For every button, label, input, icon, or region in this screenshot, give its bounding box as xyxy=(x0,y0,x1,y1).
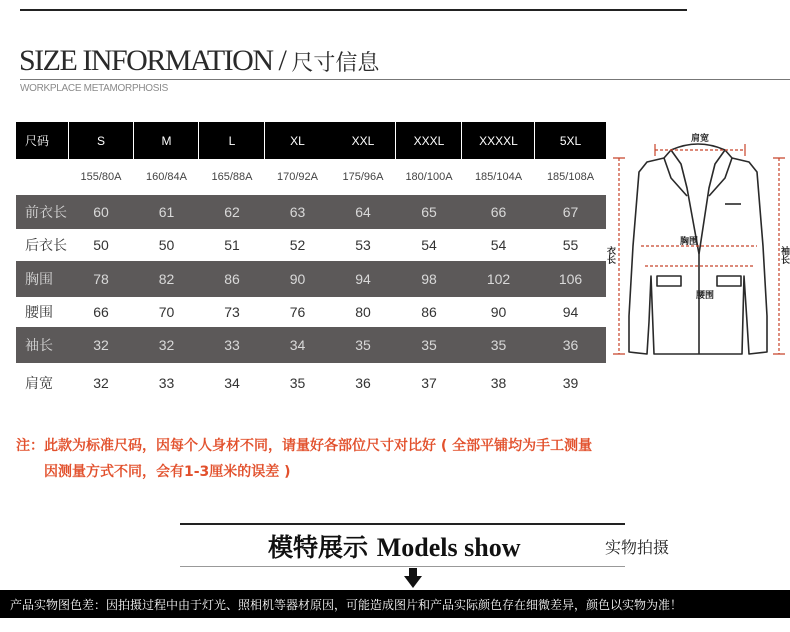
row-label: 肩宽 xyxy=(25,375,53,391)
color-disclaimer: 产品实物图色差：因拍摄过程中由于灯光、照相机等器材原因，可能造成图片和产品实际颜色存在细微差异，颜色以实物为准！ xyxy=(0,590,790,618)
size-cell: 90 xyxy=(490,304,507,320)
real-shot-label: 实物拍摄 xyxy=(605,538,670,557)
size-cell: S xyxy=(96,133,105,148)
title-separator: / xyxy=(272,44,292,77)
models-top-rule xyxy=(180,523,625,525)
collar-back xyxy=(671,144,725,150)
down-arrow-icon xyxy=(403,566,423,590)
size-cell: 102 xyxy=(486,271,511,287)
size-cell: 36 xyxy=(562,337,579,353)
page-title xyxy=(19,44,379,78)
size-cell: 80 xyxy=(355,304,371,320)
size-cell: 90 xyxy=(289,271,306,287)
size-cell: 54 xyxy=(490,237,507,253)
size-cell: 73 xyxy=(224,304,240,320)
size-note xyxy=(16,433,592,485)
size-cell: 52 xyxy=(289,237,306,253)
size-cell: 106 xyxy=(558,271,583,287)
size-cell: 94 xyxy=(355,271,371,287)
size-cell: 170/92A xyxy=(277,171,318,183)
measure-row xyxy=(16,229,606,261)
top-rule xyxy=(20,9,687,11)
title-underline xyxy=(20,79,790,80)
measure-row xyxy=(16,327,606,363)
row-label xyxy=(16,159,68,195)
row-label: 后衣长 xyxy=(25,237,67,253)
row-label: 腰围 xyxy=(25,304,53,320)
size-cell: 32 xyxy=(158,337,175,353)
size-cell: 63 xyxy=(289,204,306,220)
size-cell: 35 xyxy=(421,337,437,353)
row-label: 胸围 xyxy=(25,271,53,287)
size-cell: 55 xyxy=(562,237,579,253)
models-title xyxy=(268,528,520,564)
size-cell: 36 xyxy=(355,375,371,391)
size-header-row xyxy=(16,122,606,159)
right-pocket xyxy=(717,276,741,286)
size-cell: 35 xyxy=(490,337,507,353)
row-label: 前衣长 xyxy=(25,204,67,220)
left-pocket xyxy=(657,276,681,286)
size-cell: XL xyxy=(290,133,305,148)
size-cell: L xyxy=(228,133,236,148)
size-cell: 54 xyxy=(421,237,437,253)
size-cell: 67 xyxy=(562,204,579,220)
size-cell: XXXXL xyxy=(479,133,518,148)
size-cell: 175/96A xyxy=(342,171,384,183)
size-cell: 34 xyxy=(289,337,306,353)
size-cell: 165/88A xyxy=(211,171,253,183)
size-cell: 66 xyxy=(93,304,109,320)
size-cell: XXXL xyxy=(413,133,445,148)
size-cell: 86 xyxy=(224,271,240,287)
right-collar xyxy=(699,150,732,254)
row-label: 袖长 xyxy=(25,337,53,353)
size-cell: 76 xyxy=(289,304,306,320)
jacket-measurement-diagram xyxy=(607,126,790,366)
size-cell: 50 xyxy=(158,237,175,253)
note-line-2: 因测量方式不同，会有1-3厘米的误差 ) xyxy=(44,464,291,480)
measure-row xyxy=(16,195,606,229)
size-table xyxy=(16,122,606,403)
title-chinese: 尺寸信息 xyxy=(291,51,380,76)
shoulder-label: 肩宽 xyxy=(690,134,710,144)
title-english: SIZE INFORMATION xyxy=(19,44,273,77)
size-cell: 82 xyxy=(158,271,175,287)
size-cell: 51 xyxy=(224,237,240,253)
measure-row xyxy=(16,363,606,403)
size-cell: 155/80A xyxy=(80,171,122,183)
size-cell: M xyxy=(161,133,172,148)
size-cell: 70 xyxy=(158,304,175,320)
measure-row xyxy=(16,297,606,327)
size-cell: 94 xyxy=(562,304,579,320)
size-cell: 62 xyxy=(224,204,240,220)
size-cell: 53 xyxy=(355,237,371,253)
size-cell: 65 xyxy=(421,204,437,220)
sleeve-label: 袖长 xyxy=(779,246,789,264)
size-cell: 66 xyxy=(490,204,507,220)
size-cell: 35 xyxy=(289,375,306,391)
note-line-1: 注：此款为标准尺码，因每个人身材不同，请量好各部位尺寸对比好 ( 全部平铺均为手工测量 xyxy=(16,438,593,454)
size-cell: 185/104A xyxy=(474,171,523,183)
size-cell: 160/84A xyxy=(146,171,187,183)
chest-label: 胸围 xyxy=(679,237,699,247)
size-cell: 32 xyxy=(93,375,109,391)
page-subtitle: WORKPLACE METAMORPHOSIS xyxy=(20,83,168,94)
size-cell: 50 xyxy=(93,237,109,253)
size-cell: XXL xyxy=(351,133,375,148)
waist-label: 腰围 xyxy=(695,291,715,301)
size-cell: 86 xyxy=(421,304,437,320)
size-cell: 32 xyxy=(93,337,109,353)
size-cell: 180/100A xyxy=(405,171,453,183)
models-title-chinese: 模特展示 xyxy=(268,533,369,562)
size-cell: 38 xyxy=(490,375,507,391)
size-cell: 98 xyxy=(421,271,437,287)
size-cell: 33 xyxy=(224,337,240,353)
measure-row xyxy=(16,261,606,297)
size-cell: 60 xyxy=(93,204,109,220)
row-label: 尺码 xyxy=(25,134,50,148)
size-cell: 64 xyxy=(355,204,371,220)
size-cell: 61 xyxy=(158,204,175,220)
models-title-english: Models show xyxy=(376,533,521,562)
size-cell: 33 xyxy=(158,375,175,391)
jacket-outline xyxy=(629,158,767,354)
spec-row xyxy=(16,159,606,195)
size-cell: 35 xyxy=(355,337,371,353)
size-cell: 37 xyxy=(421,375,437,391)
size-cell: 34 xyxy=(224,375,240,391)
size-cell: 5XL xyxy=(559,133,582,148)
size-cell: 78 xyxy=(93,271,109,287)
size-cell: 39 xyxy=(562,375,579,391)
length-label: 衣长 xyxy=(605,246,615,264)
size-cell: 185/108A xyxy=(546,171,595,183)
